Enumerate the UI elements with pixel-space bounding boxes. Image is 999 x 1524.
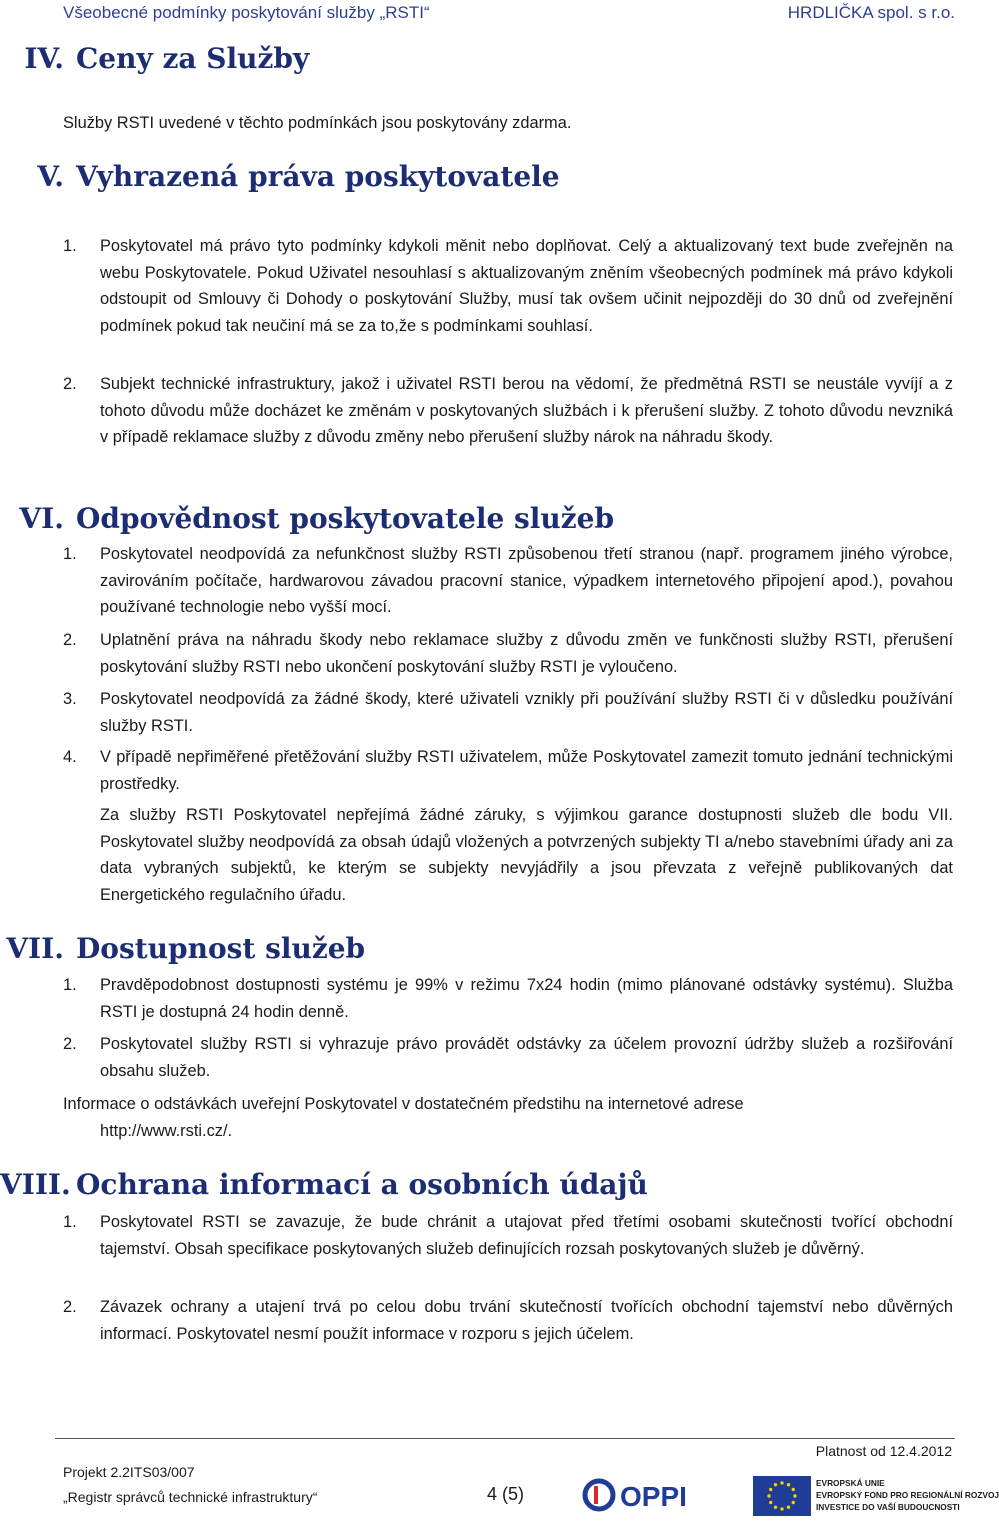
eu-star-icon	[780, 1507, 783, 1510]
list-item: 2. Závazek ochrany a utajení trvá po celou dobu trvání skutečností tvořících obchodní tajemství nebo důvěrných informací. Poskytovatel nesmí použít informace v rozporu s jejich účelem.	[63, 1298, 953, 1343]
list-item: 1. Poskytovatel má právo tyto podmínky kdykoli měnit nebo doplňovat. Celý a aktualizovaný text bude zveřejněn na webu Poskytovatele. Pokud Uživatel nesouhlasí s aktualizovaným zněním všeobecných podmínek má právo kdykoli odstoupit od Smlouvy či Dohody o poskytování Služby, musí tak ovšem učinit nejpozději do 30 dnů od zveřejnění podmínek pokud tak neučiní má se za to,že s podmínkami souhlasí.	[63, 237, 953, 335]
footer-page-number: 4 (5)	[487, 1484, 525, 1504]
footer-divider	[55, 1438, 955, 1439]
eu-star-icon	[793, 1494, 796, 1497]
header-document-title: Všeobecné podmínky poskytování služby „RSTI“	[63, 3, 430, 22]
eu-flag-icon	[753, 1476, 811, 1516]
section-vi-note: Za služby RSTI Poskytovatel nepřejímá žádné záruky, s výjimkou garance dostupnosti služeb dle bodu VII. Poskytovatel služby neodpovídá za obsah údajů vložených a potvrzených subjekty TI a/nebo stavebními úřady ani za data vybraných subjektů, ke kterým se subjekty nevyjádřily a jsou převzata z veřejně publikovaných dat Energetického regulačního úřadu.	[100, 806, 953, 904]
eu-star-icon	[769, 1501, 772, 1504]
list-item: 3. Poskytovatel neodpovídá za žádné škody, které uživateli vznikly při používání služby RSTI či v důsledku používání služby RSTI.	[63, 690, 953, 735]
eu-star-icon	[787, 1506, 790, 1509]
section-heading-vi: VI. Odpovědnost poskytovatele služeb	[19, 502, 615, 535]
eu-star-icon	[767, 1494, 770, 1497]
section-heading-viii: VIII. Ochrana informací a osobních údajů	[0, 1168, 648, 1201]
rsti-url-link[interactable]: http://www.rsti.cz/.	[100, 1121, 233, 1140]
eu-star-icon	[792, 1488, 795, 1491]
list-item: 2. Poskytovatel služby RSTI si vyhrazuje právo provádět odstávky za účelem provozní údržby služeb a rozšiřování obsahu služeb.	[63, 1035, 953, 1080]
footer-validity: Platnost od 12.4.2012	[815, 1443, 952, 1459]
list-item: 2. Uplatnění práva na náhradu škody nebo reklamace služby z důvodu změn ve funkčnosti služby RSTI, přerušení poskytování služby RSTI nebo ukončení poskytování služby RSTI je vyloučeno.	[63, 631, 953, 676]
footer-project: Projekt 2.2ITS03/007	[63, 1464, 195, 1480]
eu-star-icon	[769, 1488, 772, 1491]
eu-star-icon	[787, 1483, 790, 1486]
list-item: 1. Pravděpodobnost dostupnosti systému je 99% v režimu 7x24 hodin (mimo plánované odstávky systému). Služba RSTI je dostupná 24 hodin denně.	[63, 976, 953, 1021]
list-item: 1. Poskytovatel RSTI se zavazuje, že bude chránit a utajovat před třetími osobami skutečnosti tvořící obchodní tajemství. Obsah specifikace poskytovaných služeb definujících rozsah poskytovaných služeb je důvěrný.	[63, 1213, 953, 1258]
eu-funding-text: EVROPSKÁ UNIE EVROPSKÝ FOND PRO REGIONÁLNÍ ROZVOJ INVESTICE DO VAŠÍ BUDOUCNOSTI	[816, 1478, 999, 1512]
list-item: 4. V případě nepřiměřené přetěžování služby RSTI uživatelem, může Poskytovatel zamezit tomuto jednání technickými prostředky.	[63, 748, 953, 793]
svg-text:OPPI: OPPI	[620, 1481, 687, 1512]
eu-stars	[753, 1476, 811, 1516]
list-item: 1. Poskytovatel neodpovídá za nefunkčnost služby RSTI způsobenou třetí stranou (např. programem jiného výrobce, zavirováním počítače, hardwarovou závadou pracovní stanice, výpadkem internetového připojení apod.), povahou používané technologie nebo vyšší mocí.	[63, 545, 953, 617]
eu-star-icon	[774, 1506, 777, 1509]
oppi-logo	[582, 1477, 712, 1513]
list-item: 2. Subjekt technické infrastruktury, jakož i uživatel RSTI berou na vědomí, že předmětná RSTI se neustále vyvíjí a z tohoto důvodu může docházet ke změnám v poskytovaných službách i k přerušení služby. Z tohoto důvodu nevzniká v případě reklamace služby z důvodu změny nebo přerušení služby nárok na náhradu škody.	[63, 375, 953, 447]
eu-star-icon	[774, 1483, 777, 1486]
section-vii-info: Informace o odstávkách uveřejní Poskytovatel v dostatečném předstihu na internetové adrese http://www.rsti.cz/.	[63, 1091, 953, 1144]
section-heading-iv: IV. Ceny za Služby	[24, 42, 310, 75]
header-company: HRDLIČKA spol. s r.o.	[787, 3, 955, 22]
section-heading-vii: VII. Dostupnost služeb	[6, 932, 366, 965]
section-iv-text: Služby RSTI uvedené v těchto podmínkách jsou poskytovány zdarma.	[63, 114, 572, 132]
oppi-logo-icon	[582, 1477, 712, 1513]
section-heading-v: V. Vyhrazená práva poskytovatele	[37, 160, 560, 193]
footer-registry: „Registr správců technické infrastruktury“	[63, 1489, 318, 1505]
eu-star-icon	[792, 1501, 795, 1504]
eu-star-icon	[780, 1481, 783, 1484]
